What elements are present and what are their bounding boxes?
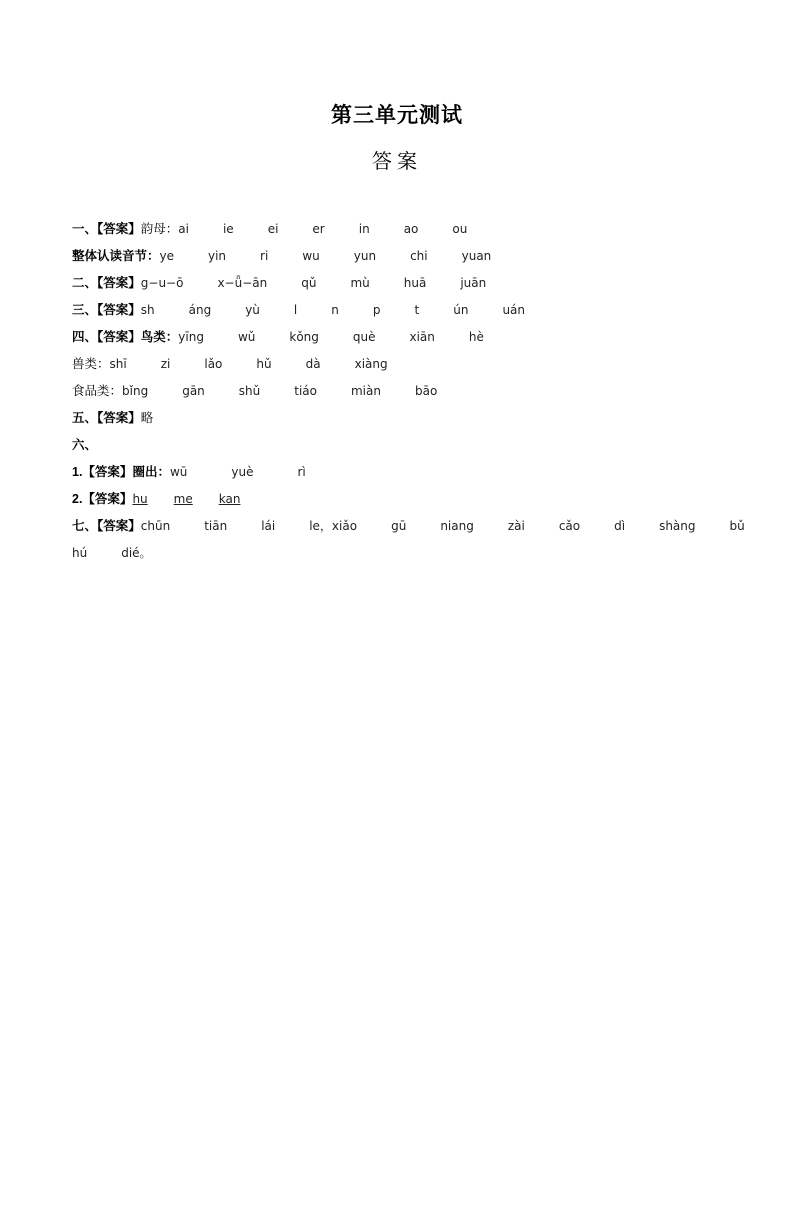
- pinyin-token: yin: [208, 249, 227, 264]
- answer-line-7a: [72, 513, 745, 540]
- answer-line-7b: [72, 540, 722, 567]
- pinyin-token: kǒng: [289, 330, 319, 345]
- pinyin-token: gān: [182, 384, 205, 399]
- pinyin-token: er: [312, 222, 325, 237]
- answer-lead: 兽类：: [72, 357, 110, 372]
- pinyin-token: in: [358, 222, 370, 237]
- answer-lead: 圈出：: [132, 465, 170, 480]
- pinyin-token: chi: [410, 249, 428, 264]
- pinyin-token: shī: [109, 357, 127, 372]
- pinyin-token: g−u−ō: [140, 276, 184, 291]
- pinyin-token: ún: [453, 303, 469, 318]
- answers-body: [72, 216, 745, 567]
- pinyin-token: qǔ: [301, 276, 317, 291]
- pinyin-token: lái: [261, 519, 276, 534]
- pinyin-token: hǔ: [256, 357, 272, 372]
- answer-prefix: 1.【答案】: [72, 465, 133, 480]
- pinyin-token: ao: [403, 222, 419, 237]
- pinyin-token: uán: [502, 303, 526, 318]
- answer-line-1b: [72, 243, 722, 270]
- pinyin-token: wǔ: [237, 330, 256, 345]
- pinyin-token: ie: [222, 222, 234, 237]
- pinyin-token: yuè: [231, 465, 254, 480]
- pinyin-token: me: [173, 492, 193, 507]
- answer-prefix: 七、【答案】: [72, 519, 141, 534]
- pinyin-token: p: [372, 303, 381, 318]
- answer-line-3: [72, 297, 722, 324]
- pinyin-token: niang: [440, 519, 474, 534]
- answer-line-4c: [72, 378, 722, 405]
- pinyin-token: bāo: [414, 384, 438, 399]
- pinyin-token: shàng: [659, 519, 696, 534]
- answer-prefix: 二、【答案】: [72, 276, 141, 291]
- pinyin-token: dì: [614, 519, 626, 534]
- pinyin-token: l: [293, 303, 298, 318]
- pinyin-token: tiáo: [294, 384, 317, 399]
- page-subtitle: 答案: [372, 151, 422, 174]
- answer-lead: 略: [140, 411, 154, 426]
- pinyin-token: shǔ: [238, 384, 261, 399]
- pinyin-token: lǎo: [204, 357, 223, 372]
- pinyin-token: wu: [302, 249, 320, 264]
- pinyin-token: yīng: [178, 330, 204, 345]
- pinyin-token: zi: [160, 357, 171, 372]
- answer-line-4a: [72, 324, 722, 351]
- pinyin-token: juān: [460, 276, 487, 291]
- pinyin-token: áng: [188, 303, 212, 318]
- pinyin-token: zài: [507, 519, 525, 534]
- answer-prefix: 四、【答案】: [72, 330, 141, 345]
- answer-line-2: [72, 270, 722, 297]
- pinyin-token: yuan: [461, 249, 492, 264]
- pinyin-token: ai: [178, 222, 189, 237]
- answer-line-6-1: [72, 459, 722, 486]
- pinyin-token: yun: [353, 249, 377, 264]
- pinyin-token: ye: [159, 249, 174, 264]
- answer-line-5: [72, 405, 722, 432]
- pinyin-token: miàn: [350, 384, 381, 399]
- pinyin-token: xiàng: [354, 357, 388, 372]
- pinyin-token: le，xiǎo: [309, 519, 358, 534]
- pinyin-token: t: [414, 303, 420, 318]
- pinyin-token: dié。: [121, 546, 152, 561]
- pinyin-token: ei: [267, 222, 279, 237]
- pinyin-token: wū: [169, 465, 188, 480]
- answer-line-1a: [72, 216, 722, 243]
- pinyin-token: hu: [132, 492, 148, 507]
- pinyin-token: yù: [245, 303, 260, 318]
- pinyin-token: tiān: [204, 519, 228, 534]
- pinyin-token: rì: [297, 465, 306, 480]
- pinyin-token: bǔ: [729, 519, 745, 534]
- answer-lead: 鸟类：: [140, 330, 179, 345]
- pinyin-token: bǐng: [122, 384, 149, 399]
- answer-prefix: 一、【答案】: [72, 222, 141, 237]
- pinyin-token: x−ǖ−ān: [217, 276, 268, 291]
- pinyin-token: ou: [452, 222, 468, 237]
- pinyin-token: mù: [350, 276, 370, 291]
- section-heading: 六、: [72, 438, 98, 453]
- pinyin-token: què: [352, 330, 376, 345]
- pinyin-token: hè: [468, 330, 484, 345]
- pinyin-token: kan: [218, 492, 241, 507]
- pinyin-token: dà: [305, 357, 321, 372]
- document-page: [0, 103, 794, 1226]
- pinyin-token: gū: [391, 519, 407, 534]
- answer-line-4b: [72, 351, 722, 378]
- answer-lead: 韵母：: [140, 222, 179, 237]
- pinyin-token: chūn: [140, 519, 171, 534]
- pinyin-token: ri: [260, 249, 269, 264]
- answer-prefix: 三、【答案】: [72, 303, 141, 318]
- answer-lead: 食品类：: [72, 384, 123, 399]
- answer-lead: 整体认读音节：: [72, 249, 160, 264]
- answer-heading-6: [72, 432, 722, 459]
- answer-line-6-2: [72, 486, 722, 513]
- answer-prefix: 2.【答案】: [72, 492, 133, 507]
- pinyin-token: sh: [140, 303, 155, 318]
- pinyin-token: n: [331, 303, 339, 318]
- answer-prefix: 五、【答案】: [72, 411, 141, 426]
- pinyin-token: xiān: [409, 330, 435, 345]
- pinyin-token: hú: [72, 546, 88, 561]
- pinyin-token: huā: [403, 276, 427, 291]
- page-title: 第三单元测试: [331, 104, 463, 127]
- pinyin-token: cǎo: [558, 519, 581, 534]
